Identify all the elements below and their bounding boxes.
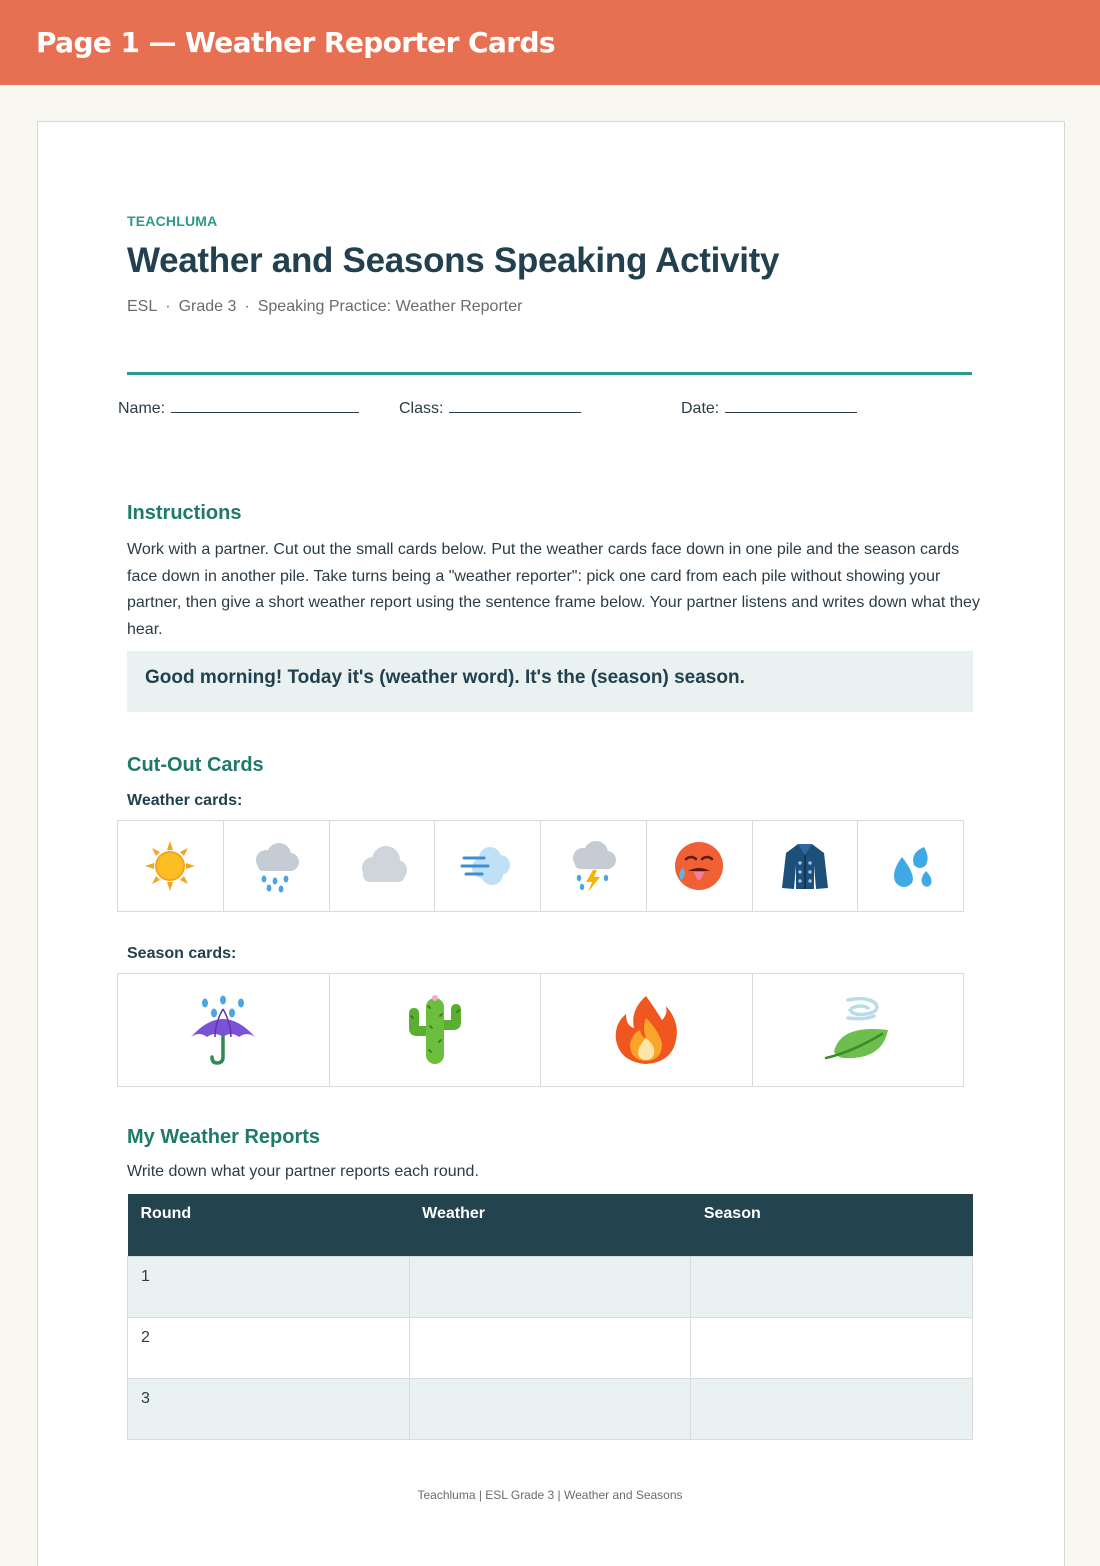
class-field[interactable]: [399, 399, 581, 418]
weather-cards-grid: [117, 820, 964, 912]
table-row: [128, 1256, 973, 1317]
round-cell: 1: [128, 1256, 410, 1317]
cutout-heading: Cut-Out Cards: [127, 754, 264, 776]
sun-icon: [144, 840, 196, 892]
column-header-season: Season: [691, 1194, 973, 1256]
weather-card[interactable]: [541, 821, 647, 912]
season-answer-cell[interactable]: [691, 1317, 973, 1378]
rain-cloud-icon: [249, 839, 303, 893]
name-label: Name:: [118, 400, 166, 417]
meta-separator: ·: [165, 298, 171, 315]
weather-card[interactable]: [753, 821, 859, 912]
season-card[interactable]: [541, 974, 753, 1087]
weather-card[interactable]: [224, 821, 330, 912]
meta-activity: Speaking Practice: Weather Reporter: [257, 298, 523, 315]
date-field[interactable]: [681, 399, 857, 418]
table-row: [128, 1317, 973, 1378]
weather-card[interactable]: [118, 821, 224, 912]
worksheet-title: Weather and Seasons Speaking Activity: [127, 241, 780, 280]
reports-intro: Write down what your partner reports each round.: [127, 1163, 479, 1180]
season-card[interactable]: [753, 974, 965, 1087]
page-banner: [0, 0, 1100, 85]
coat-icon: [778, 839, 832, 893]
weather-card[interactable]: [647, 821, 753, 912]
header-divider: [127, 372, 972, 375]
class-blank[interactable]: [449, 399, 581, 413]
meta-separator: ·: [244, 298, 250, 315]
weather-answer-cell[interactable]: [409, 1317, 691, 1378]
weather-answer-cell[interactable]: [409, 1378, 691, 1439]
meta-subject: ESL: [127, 298, 158, 315]
weather-cards-label: Weather cards:: [127, 792, 243, 809]
worksheet-meta: [127, 298, 522, 316]
weather-card[interactable]: [858, 821, 964, 912]
sentence-frame-box: [127, 651, 973, 712]
name-field[interactable]: [118, 399, 359, 418]
water-drops-icon: [884, 839, 938, 893]
season-answer-cell[interactable]: [691, 1256, 973, 1317]
meta-grade: Grade 3: [178, 298, 237, 315]
fire-icon: [610, 994, 682, 1066]
umbrella-rain-icon: [187, 995, 259, 1065]
weather-card[interactable]: [435, 821, 541, 912]
sentence-frame: Good morning! Today it's (weather word). It's the (season) season.: [145, 667, 745, 688]
hot-face-icon: [672, 839, 726, 893]
table-row: [128, 1378, 973, 1439]
name-blank[interactable]: [171, 399, 359, 413]
round-cell: 2: [128, 1317, 410, 1378]
table-header-row: [128, 1194, 973, 1256]
season-card[interactable]: [118, 974, 330, 1087]
instructions-text: Work with a partner. Cut out the small cards below. Put the weather cards face down in one pile and the season cards face down in another pile. Take turns being a "weather reporter": pick one card from each pile without showing your partner, then give a short weather report using the sentence frame below. Your partner listens and writes down what they hear.: [127, 541, 980, 638]
banner-title: Page 1 — Weather Reporter Cards: [36, 26, 555, 59]
leaf-wind-icon: [822, 994, 894, 1066]
thunderstorm-icon: [566, 839, 620, 893]
weather-answer-cell[interactable]: [409, 1256, 691, 1317]
season-card[interactable]: [330, 974, 542, 1087]
wind-icon: [460, 838, 516, 894]
weather-reports-table: [127, 1194, 973, 1440]
instructions-heading: Instructions: [127, 502, 242, 524]
season-cards-grid: [117, 973, 964, 1087]
round-cell: 3: [128, 1378, 410, 1439]
brand-name: TEACHLUMA: [127, 213, 218, 229]
weather-card[interactable]: [330, 821, 436, 912]
column-header-round: Round: [128, 1194, 410, 1256]
reports-heading: My Weather Reports: [127, 1126, 321, 1148]
cloud-icon: [354, 838, 410, 894]
cactus-icon: [399, 994, 471, 1066]
page-footer: Teachluma | ESL Grade 3 | Weather and Seasons: [417, 1488, 683, 1502]
season-cards-label: Season cards:: [127, 945, 237, 962]
date-label: Date:: [681, 400, 720, 417]
class-label: Class:: [399, 400, 444, 417]
column-header-weather: Weather: [409, 1194, 691, 1256]
season-answer-cell[interactable]: [691, 1378, 973, 1439]
date-blank[interactable]: [725, 399, 857, 413]
